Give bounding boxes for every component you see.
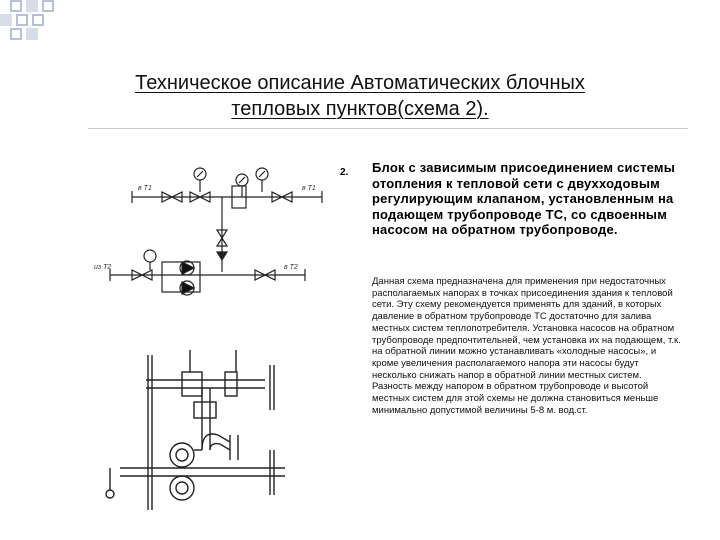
corner-square [32, 14, 44, 26]
gauge-icon [144, 250, 156, 262]
section-heading: Блок с зависимым присоединением системы отопления к тепловой сети с двухходовым регулирующим клапаном, установленным на подающем трубопроводе ТС, со сдвоенным насосом на обратном трубопроводе. [372, 160, 676, 237]
gauge-needle [239, 177, 245, 183]
gauge-needle [197, 171, 203, 177]
corner-square [0, 14, 12, 26]
corner-decoration [0, 0, 60, 40]
corner-square [26, 28, 38, 40]
slide-title [60, 70, 660, 122]
corner-square [16, 14, 28, 26]
valve-body [194, 402, 216, 418]
gauge-needle [259, 171, 265, 177]
title-line-2: тепловых пунктов(схема 2). [231, 98, 489, 120]
title-divider [88, 128, 688, 129]
corner-square [10, 28, 22, 40]
pump-motor-core [176, 482, 188, 494]
check-valve-icon [217, 252, 227, 260]
flange [225, 372, 237, 396]
item-number: 2. [340, 167, 349, 178]
label-supply-in: в Т1 [138, 185, 152, 192]
label-supply-out: в Т1 [302, 185, 316, 192]
flange [182, 372, 202, 396]
label-return-out: в Т2 [284, 264, 298, 271]
label-return-in: из Т2 [94, 264, 112, 271]
drain-icon [106, 490, 114, 498]
heat-unit-schematic [90, 150, 335, 530]
pump-motor-icon [170, 476, 194, 500]
pump-motor-core [176, 449, 188, 461]
description-text: Данная схема предназначена для применения при недостаточных располагаемых напорах в точках присоединения здания к тепловой сети. Эту схему рекомендуется применять для зданий, в которых давление в обратном трубопроводе ТС достаточно для залива местных систем теплопотребителя. Установка насосов на обратном трубопроводе предпочтительней, чем установка их на подающем, т.к. на обратной линии можно устанавливать «холодные насосы», и кроме увеличения располагаемого напора эти насосы будут несколько снижать напор в обратной линии местных систем. Разность между напором в обратном трубопроводе и высотой местных систем для этой схемы не должна становиться меньше минимально допустимой величины 5-8 м. вод.ст. [372, 276, 681, 416]
title-line-1: Техническое описание Автоматических блочных [135, 72, 585, 94]
elbow-pipe [210, 444, 230, 450]
corner-square [10, 0, 22, 12]
corner-square [42, 0, 54, 12]
pump-motor-icon [170, 443, 194, 467]
unit-drawing [106, 350, 285, 510]
corner-square [26, 0, 38, 12]
